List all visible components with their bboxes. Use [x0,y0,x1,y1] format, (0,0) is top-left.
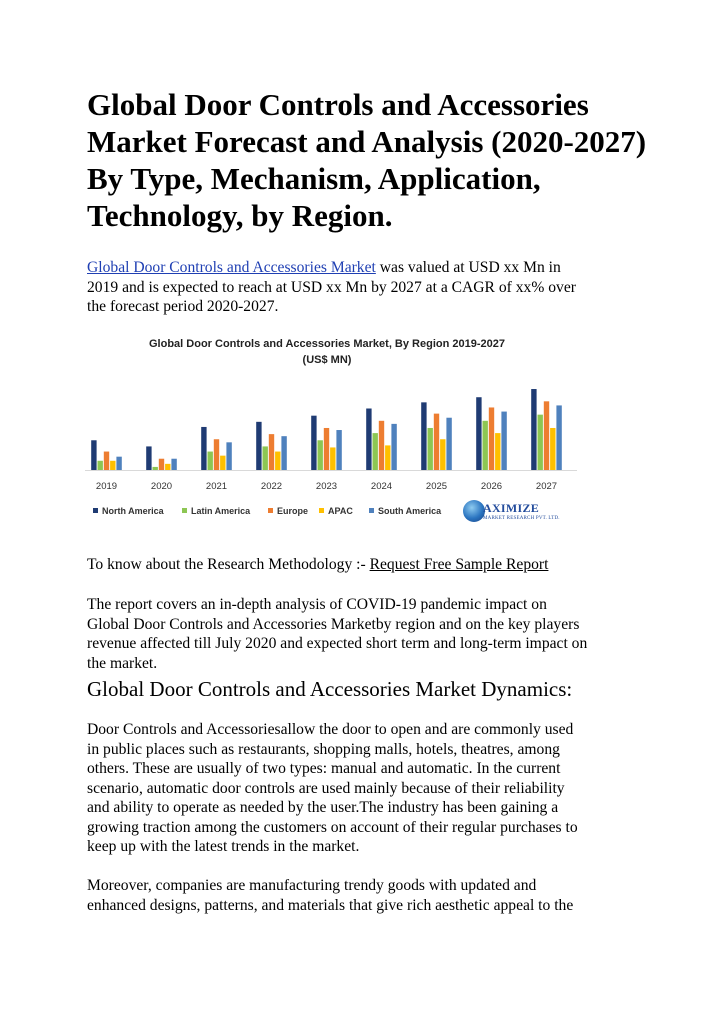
methodology-line [87,555,647,575]
bar-2020-1 [153,467,158,470]
bar-2022-3 [275,452,280,470]
bar-2026-0 [476,397,481,470]
logo-subtitle: MARKET RESEARCH PVT. LTD. [483,516,560,521]
sample-report-link[interactable]: Request Free Sample Report [369,556,549,573]
page-title [87,86,647,234]
dynamics-line: scenario, automatic door controls are used mainly because of their reliability [87,779,565,797]
bar-2025-1 [428,428,433,470]
bar-2026-1 [483,421,488,470]
globe-icon [463,500,485,522]
bar-2024-3 [385,445,390,470]
bar-2019-3 [110,461,115,470]
maximize-logo [463,500,573,526]
dynamics-line: keep up with the latest trends in the market. [87,838,360,855]
dynamics-paragraph [87,720,647,857]
covid-line: Global Door Controls and Accessories Marketby region and on the key players [87,615,580,633]
bar-2025-3 [440,439,445,470]
bar-2021-1 [208,452,213,470]
bar-2021-4 [226,442,231,470]
bar-2027-3 [550,428,555,470]
x-tick-label: 2022 [260,481,283,492]
dynamics-line: and ability to operate as needed by the user.The industry has been gaining a [87,799,559,816]
intro-line: the forecast period 2020-2027. [87,298,279,315]
bar-2027-0 [531,389,536,470]
covid-line: the market. [87,654,158,672]
bar-2026-4 [501,412,506,470]
x-tick-label: 2024 [370,481,393,492]
x-tick-label: 2026 [480,481,503,492]
bar-2025-2 [434,414,439,470]
legend-label: Latin America [191,506,251,516]
bar-2023-0 [311,416,316,470]
x-tick-label: 2025 [425,481,448,492]
bar-2025-0 [421,402,426,470]
market-link[interactable]: Global Door Controls and Accessories Market [87,259,376,276]
bar-2019-4 [116,457,121,470]
x-tick-label: 2027 [535,481,558,492]
dynamics-line: others. These are usually of two types: manual and automatic. In the current [87,760,561,777]
bar-2021-2 [214,439,219,470]
bar-2025-4 [446,418,451,470]
bar-2022-1 [263,446,268,470]
legend-swatch [268,508,273,513]
bar-2019-0 [91,440,96,470]
x-tick-label: 2023 [315,481,338,492]
bar-2020-0 [146,446,151,470]
dynamics-line: in public places such as restaurants, shopping malls, hotels, theatres, among [87,740,560,758]
intro-line [87,258,647,278]
covid-line: The report covers an in-depth analysis of COVID-19 pandemic impact on [87,596,547,613]
logo-word: AXIMIZE [483,501,540,515]
dynamics-line: growing traction among the customers on account of their regular purchases to [87,818,578,836]
title-line: Global Door Controls and Accessories [87,87,589,122]
bar-2026-3 [495,433,500,470]
moreover-line: Moreover, companies are manufacturing trendy goods with updated and [87,877,537,894]
legend-label: APAC [328,506,353,516]
intro-line: 2019 and is expected to reach at USD xx Mn by 2027 at a CAGR of xx% over [87,278,576,296]
bar-2023-2 [324,428,329,470]
legend-swatch [319,508,324,513]
bar-2027-1 [538,415,543,470]
bar-2023-1 [318,440,323,470]
methodology-text: To know about the Research Methodology :- [87,556,370,573]
dynamics-heading: Global Door Controls and Accessories Market Dynamics: [87,677,573,701]
x-tick-label: 2019 [95,481,118,492]
legend-swatch [369,508,374,513]
title-line: By Type, Mechanism, Application, [87,161,541,196]
bar-2020-3 [165,464,170,470]
bar-2020-2 [159,459,164,470]
bar-2020-4 [171,459,176,470]
bar-2024-0 [366,409,371,471]
bar-2022-0 [256,422,261,470]
bar-2027-4 [556,405,561,470]
title-line: Market Forecast and Analysis (2020-2027) [87,124,647,159]
legend-label: South America [378,506,442,516]
methodology-paragraph [87,555,647,575]
bar-2023-4 [336,430,341,470]
bar-2023-3 [330,447,335,470]
legend-swatch [182,508,187,513]
bar-2021-3 [220,456,225,470]
title-line: Technology, by Region. [87,198,393,233]
bar-2019-1 [98,461,103,470]
x-tick-label: 2021 [205,481,228,492]
bar-2021-0 [201,427,206,470]
dynamics-line: Door Controls and Accessoriesallow the door to open and are commonly used [87,721,574,738]
bar-2022-4 [281,436,286,470]
intro-line-rest: was valued at USD xx Mn in [375,259,561,276]
bar-2024-1 [373,433,378,470]
covid-paragraph [87,595,647,673]
bar-2022-2 [269,434,274,470]
bar-2019-2 [104,452,109,470]
legend-label: Europe [277,506,309,516]
chart-subtitle: (US$ MN) [302,354,352,366]
bar-2024-2 [379,421,384,470]
bar-2026-2 [489,407,494,470]
legend-swatch [93,508,98,513]
bar-2027-2 [544,401,549,470]
legend-label: North America [102,506,164,516]
chart-title: Global Door Controls and Accessories Market, By Region 2019-2027 [149,338,505,350]
bar-2024-4 [391,424,396,470]
moreover-line: enhanced designs, patterns, and materials that give rich aesthetic appeal to the [87,896,574,914]
moreover-paragraph [87,876,647,915]
covid-line: revenue affected till July 2020 and expected short term and long-term impact on [87,635,588,652]
x-tick-label: 2020 [150,481,173,492]
intro-paragraph [87,258,647,317]
